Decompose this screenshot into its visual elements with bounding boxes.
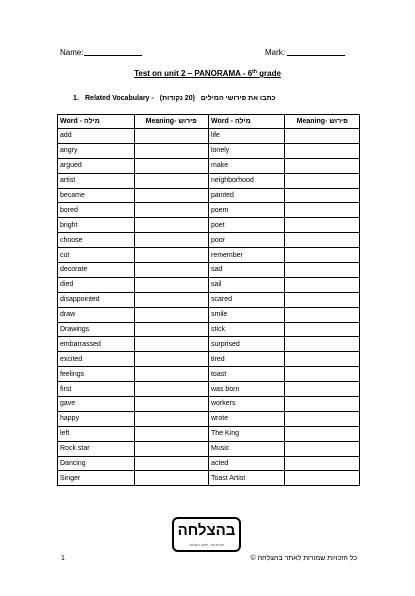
word-cell-left: excited [58, 352, 135, 367]
mark-field [265, 46, 345, 57]
word-cell-right: poet [208, 218, 285, 233]
name-label: Name: [60, 48, 84, 57]
meaning-answer-cell-right[interactable] [285, 441, 360, 456]
meaning-answer-cell-right[interactable] [285, 173, 360, 188]
meaning-answer-cell-left[interactable] [134, 158, 208, 173]
table-row [58, 203, 360, 218]
word-cell-right: painted [208, 188, 285, 203]
word-cell-left: died [58, 277, 135, 292]
meaning-answer-cell-left[interactable] [134, 337, 208, 352]
section-label: Related Vocabulary - [85, 95, 154, 102]
word-cell-left: disappointed [58, 292, 135, 307]
word-cell-left: bright [58, 218, 135, 233]
word-cell-right: tired [208, 352, 285, 367]
section-number: 1. [73, 95, 79, 102]
section-heading [73, 95, 343, 102]
table-row [58, 307, 360, 322]
meaning-answer-cell-right[interactable] [285, 292, 360, 307]
meaning-answer-cell-right[interactable] [285, 337, 360, 352]
table-row [58, 382, 360, 397]
mark-label: Mark: [265, 48, 285, 57]
logo-subtext: מהיום הזה - לאתר בהצלחה [189, 543, 224, 547]
test-title [0, 69, 415, 78]
word-cell-right: wrote [208, 411, 285, 426]
table-row [58, 471, 360, 486]
meaning-answer-cell-right[interactable] [285, 188, 360, 203]
meaning-answer-cell-right[interactable] [285, 263, 360, 278]
word-cell-left: argued [58, 158, 135, 173]
word-cell-right: sail [208, 277, 285, 292]
meaning-answer-cell-right[interactable] [285, 456, 360, 471]
word-cell-right: acted [208, 456, 285, 471]
title-tail: grade [256, 69, 281, 78]
table-row [58, 233, 360, 248]
meaning-answer-cell-right[interactable] [285, 397, 360, 412]
word-cell-right: stick [208, 322, 285, 337]
meaning-answer-cell-right[interactable] [285, 129, 360, 144]
word-cell-left: left [58, 426, 135, 441]
word-cell-right: poor [208, 233, 285, 248]
meaning-answer-cell-right[interactable] [285, 471, 360, 486]
vocabulary-table [57, 114, 360, 486]
word-cell-right: workers [208, 397, 285, 412]
meaning-answer-cell-right[interactable] [285, 143, 360, 158]
word-cell-right: The King [208, 426, 285, 441]
word-cell-left: decorate [58, 263, 135, 278]
meaning-answer-cell-left[interactable] [134, 456, 208, 471]
word-cell-right: life [208, 129, 285, 144]
meaning-answer-cell-left[interactable] [134, 322, 208, 337]
word-cell-left: bored [58, 203, 135, 218]
meaning-answer-cell-left[interactable] [134, 292, 208, 307]
word-cell-left: add [58, 129, 135, 144]
word-cell-left: embarrassed [58, 337, 135, 352]
word-cell-left: Dancing [58, 456, 135, 471]
table-row [58, 277, 360, 292]
page-number: 1 [61, 555, 65, 562]
word-cell-right: poem [208, 203, 285, 218]
success-logo [172, 517, 241, 552]
word-cell-right: Toast Artist [208, 471, 285, 486]
word-cell-left: became [58, 188, 135, 203]
meaning-answer-cell-left[interactable] [134, 471, 208, 486]
table-row [58, 426, 360, 441]
table-header-row [58, 115, 360, 129]
word-cell-left: Drawings [58, 322, 135, 337]
table-row [58, 248, 360, 263]
word-cell-left: gave [58, 397, 135, 412]
section-points: (20 נקודות) [159, 95, 195, 102]
copyright-notice: כל הזכויות שמורות לאתר בהצלחה © [250, 555, 357, 562]
column-header-meaning-left: Meaning- פירוש [134, 115, 208, 129]
word-cell-right: Music [208, 441, 285, 456]
title-main: Test on unit 2 – PANORAMA - 6 [134, 69, 253, 78]
word-cell-right: sad [208, 263, 285, 278]
table-row [58, 292, 360, 307]
table-row [58, 352, 360, 367]
meaning-answer-cell-right[interactable] [285, 382, 360, 397]
meaning-answer-cell-right[interactable] [285, 411, 360, 426]
meaning-answer-cell-left[interactable] [134, 129, 208, 144]
vocabulary-table-body [58, 129, 360, 486]
logo-text: בהצלחה [177, 522, 236, 539]
meaning-answer-cell-left[interactable] [134, 248, 208, 263]
table-row [58, 411, 360, 426]
mark-blank-line [287, 46, 345, 56]
meaning-answer-cell-right[interactable] [285, 218, 360, 233]
name-blank-line [84, 46, 142, 56]
word-cell-left: cut [58, 248, 135, 263]
meaning-answer-cell-right[interactable] [285, 367, 360, 382]
meaning-answer-cell-left[interactable] [134, 441, 208, 456]
word-cell-right: remember [208, 248, 285, 263]
meaning-answer-cell-right[interactable] [285, 158, 360, 173]
table-row [58, 337, 360, 352]
header-row [60, 46, 350, 58]
title-superscript: th [252, 69, 257, 75]
meaning-answer-cell-left[interactable] [134, 218, 208, 233]
meaning-answer-cell-left[interactable] [134, 263, 208, 278]
word-cell-left: first [58, 382, 135, 397]
meaning-answer-cell-right[interactable] [285, 233, 360, 248]
word-cell-left: angry [58, 143, 135, 158]
table-row [58, 456, 360, 471]
meaning-answer-cell-left[interactable] [134, 367, 208, 382]
table-row [58, 441, 360, 456]
meaning-answer-cell-left[interactable] [134, 203, 208, 218]
meaning-answer-cell-left[interactable] [134, 307, 208, 322]
word-cell-left: artist [58, 173, 135, 188]
table-row [58, 263, 360, 278]
word-cell-right: was born [208, 382, 285, 397]
word-cell-left: feelings [58, 367, 135, 382]
table-row [58, 143, 360, 158]
meaning-answer-cell-left[interactable] [134, 233, 208, 248]
meaning-answer-cell-right[interactable] [285, 307, 360, 322]
table-row [58, 129, 360, 144]
section-instruction [160, 95, 276, 102]
word-cell-right: surprised [208, 337, 285, 352]
meaning-answer-cell-left[interactable] [134, 173, 208, 188]
table-row [58, 322, 360, 337]
meaning-answer-cell-left[interactable] [134, 426, 208, 441]
word-cell-right: toast [208, 367, 285, 382]
meaning-answer-cell-left[interactable] [134, 277, 208, 292]
word-cell-left: choose [58, 233, 135, 248]
section-instruction-text: כתבו את פירושי המילים [200, 95, 276, 102]
column-header-meaning-right: Meaning- פירוש [285, 115, 360, 129]
meaning-answer-cell-right[interactable] [285, 426, 360, 441]
meaning-answer-cell-right[interactable] [285, 277, 360, 292]
table-row [58, 188, 360, 203]
meaning-answer-cell-right[interactable] [285, 248, 360, 263]
table-row [58, 158, 360, 173]
word-cell-right: scared [208, 292, 285, 307]
name-field [60, 46, 142, 57]
word-cell-right: lonely [208, 143, 285, 158]
meaning-answer-cell-right[interactable] [285, 352, 360, 367]
column-header-word-left: Word - מילה [58, 115, 135, 129]
table-row [58, 218, 360, 233]
column-header-word-right: Word - מילה [208, 115, 285, 129]
meaning-answer-cell-left[interactable] [134, 411, 208, 426]
meaning-answer-cell-left[interactable] [134, 382, 208, 397]
table-row [58, 367, 360, 382]
meaning-answer-cell-left[interactable] [134, 188, 208, 203]
word-cell-left: happy [58, 411, 135, 426]
word-cell-left: Singer [58, 471, 135, 486]
word-cell-right: neighborhood [208, 173, 285, 188]
meaning-answer-cell-left[interactable] [134, 397, 208, 412]
word-cell-left: draw [58, 307, 135, 322]
meaning-answer-cell-right[interactable] [285, 322, 360, 337]
meaning-answer-cell-left[interactable] [134, 352, 208, 367]
meaning-answer-cell-right[interactable] [285, 203, 360, 218]
table-row [58, 173, 360, 188]
meaning-answer-cell-left[interactable] [134, 143, 208, 158]
table-row [58, 397, 360, 412]
word-cell-right: make [208, 158, 285, 173]
word-cell-left: Rock star [58, 441, 135, 456]
word-cell-right: smile [208, 307, 285, 322]
